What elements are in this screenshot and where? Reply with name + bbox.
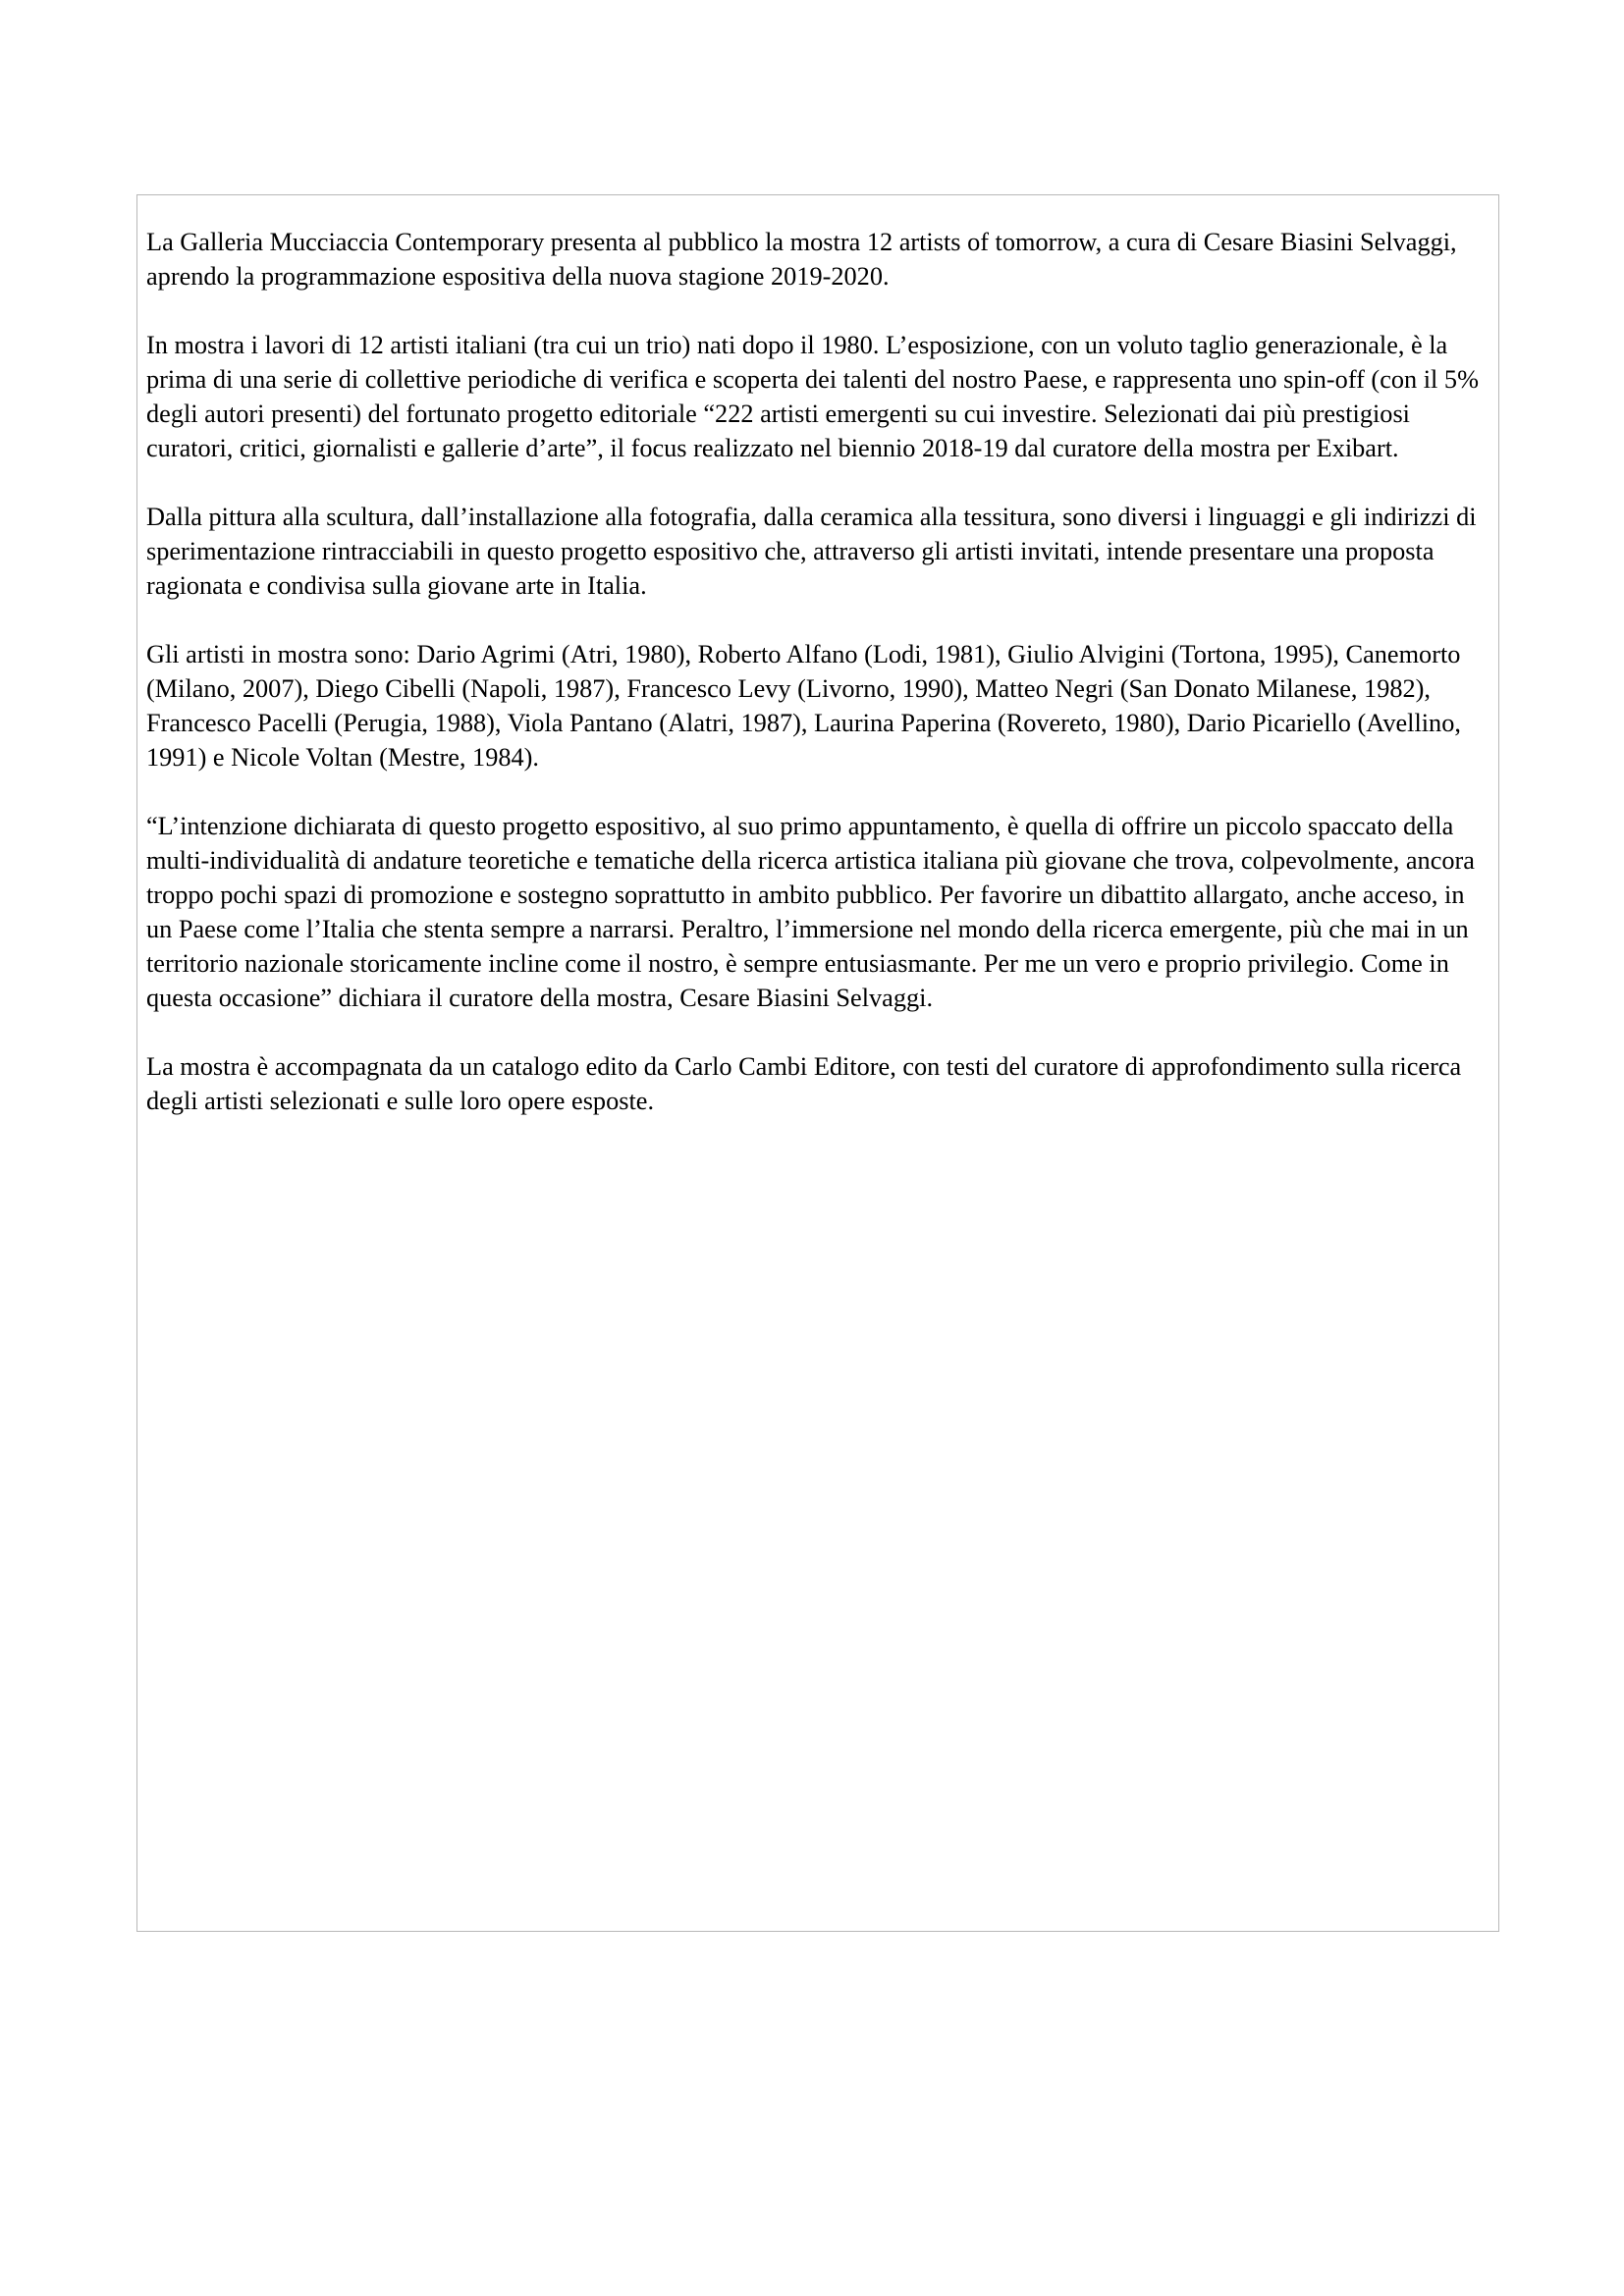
paragraph-curator-quote: “L’intenzione dichiarata di questo progetto espositivo, al suo primo appuntamento, è quella di offrire un piccolo spaccato della multi-individualità di andature teoretiche e tematiche della ricerca artistica italiana più giovane che trova, colpevolmente, ancora troppo pochi spazi di promozione e sostegno soprattutto in ambito pubblico. Per favorire un dibattito allargato, anche acceso, in un Paese come l’Italia che stenta sempre a narrarsi. Peraltro, l’immersione nel mondo della ricerca emergente, più che mai in un territorio nazionale storicamente incline come il nostro, è sempre entusiasmante. Per me un vero e proprio privilegio. Come in questa occasione” dichiara il curatore della mostra, Cesare Biasini Selvaggi. [146,812,1475,1012]
paragraph-media: Dalla pittura alla scultura, dall’installazione alla fotografia, dalla ceramica alla tessitura, sono diversi i linguaggi e gli indirizzi di sperimentazione rintracciabili in questo progetto espositivo che, attraverso gli artisti invitati, intende presentare una proposta ragionata e condivisa sulla giovane arte in Italia. [146,503,1477,600]
text-frame [136,194,1499,1932]
paragraph-artists-list: Gli artisti in mostra sono: Dario Agrimi (Atri, 1980), Roberto Alfano (Lodi, 1981), Giulio Alvigini (Tortona, 1995), Canemorto (Milano, 2007), Diego Cibelli (Napoli, 1987), Francesco Levy (Livorno, 1990), Matteo Negri (San Donato Milanese, 1982), Francesco Pacelli (Perugia, 1988), Viola Pantano (Alatri, 1987), Laurina Paperina (Rovereto, 1980), Dario Picariello (Avellino, 1991) e Nicole Voltan (Mestre, 1984). [146,640,1461,772]
body-text [146,225,1491,1118]
paragraph-catalogue: La mostra è accompagnata da un catalogo edito da Carlo Cambi Editore, con testi del curatore di approfondimento sulla ricerca degli artisti selezionati e sulle loro opere esposte. [146,1052,1462,1115]
paragraph-intro: La Galleria Mucciaccia Contemporary presenta al pubblico la mostra 12 artists of tomorrow, a cura di Cesare Biasini Selvaggi, aprendo la programmazione espositiva della nuova stagione 2019-2020. [146,228,1457,291]
paragraph-exhibition-details: In mostra i lavori di 12 artisti italiani (tra cui un trio) nati dopo il 1980. L’esposizione, con un voluto taglio generazionale, è la prima di una serie di collettive periodiche di verifica e scoperta dei talenti del nostro Paese, e rappresenta uno spin-off (con il 5% degli autori presenti) del fortunato progetto editoriale “222 artisti emergenti su cui investire. Selezionati dai più prestigiosi curatori, critici, giornalisti e gallerie d’arte”, il focus realizzato nel biennio 2018-19 dal curatore della mostra per Exibart. [146,331,1479,462]
